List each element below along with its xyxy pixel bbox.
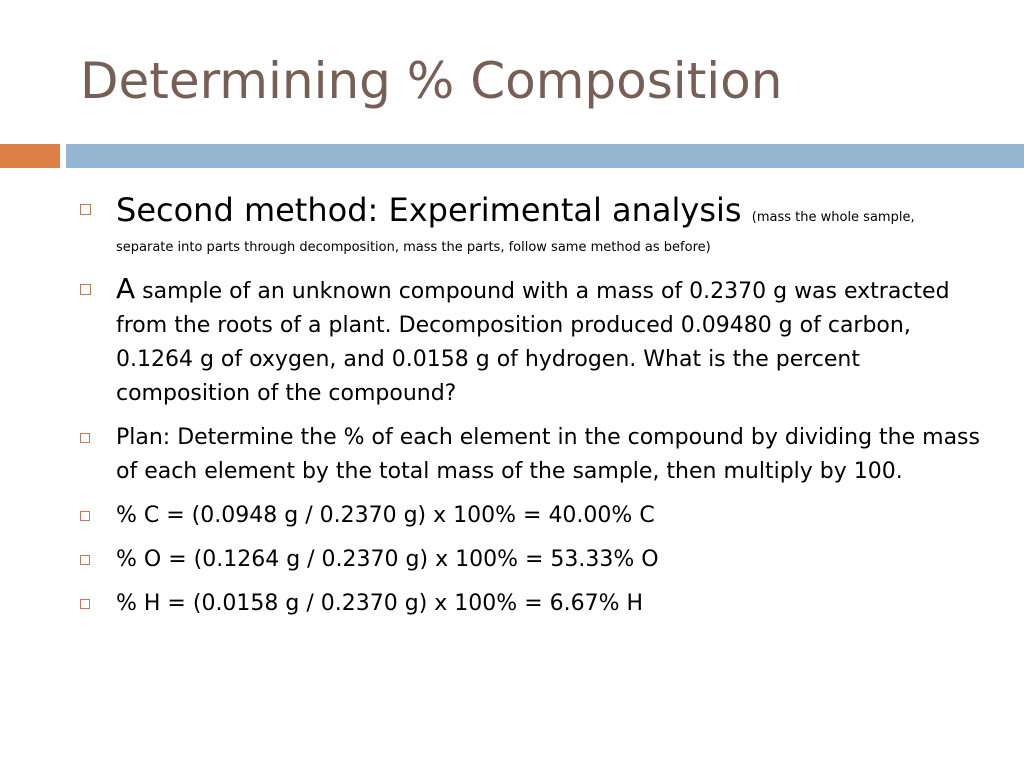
bullet-list [80,190,980,631]
slide-title: Determining % Composition [80,52,783,110]
problem-text: sample of an unknown compound with a mass of 0.2370 g was extracted from the roots of a plant. Decomposition produced 0.09480 g of carbon, 0.1264 g of oxygen, and 0.0158 g of hydrogen. What is the percent composition of the compound? [116,279,950,406]
square-bullet-icon [80,204,91,215]
bullet-item-carbon [80,499,980,533]
square-bullet-icon [80,511,90,521]
square-bullet-icon [80,433,90,443]
method-heading: Second method: Experimental analysis [116,191,742,229]
bullet-item-plan [80,421,980,489]
plan-text: Plan: Determine the % of each element in the compound by dividing the mass of each element by the total mass of the sample, then multiply by 100. [116,425,980,484]
bullet-item-problem [80,272,980,411]
hydrogen-calc: % H = (0.0158 g / 0.2370 g) x 100% = 6.67% H [116,591,644,616]
bullet-item-oxygen [80,543,980,577]
square-bullet-icon [80,599,90,609]
method-note-continued: separate into parts through decomposition, mass the parts, follow same method as before) [116,240,711,255]
bullet-item-method [80,190,980,258]
method-note-start: (mass the whole sample, [751,210,915,225]
title-accent-bar [0,144,60,168]
square-bullet-icon [80,555,90,565]
title-divider-band [66,144,1024,168]
carbon-calc: % C = (0.0948 g / 0.2370 g) x 100% = 40.00% C [116,503,655,528]
problem-lead-letter: A [116,272,136,305]
square-bullet-icon [80,284,91,295]
oxygen-calc: % O = (0.1264 g / 0.2370 g) x 100% = 53.33% O [116,547,659,572]
bullet-item-hydrogen [80,587,980,621]
